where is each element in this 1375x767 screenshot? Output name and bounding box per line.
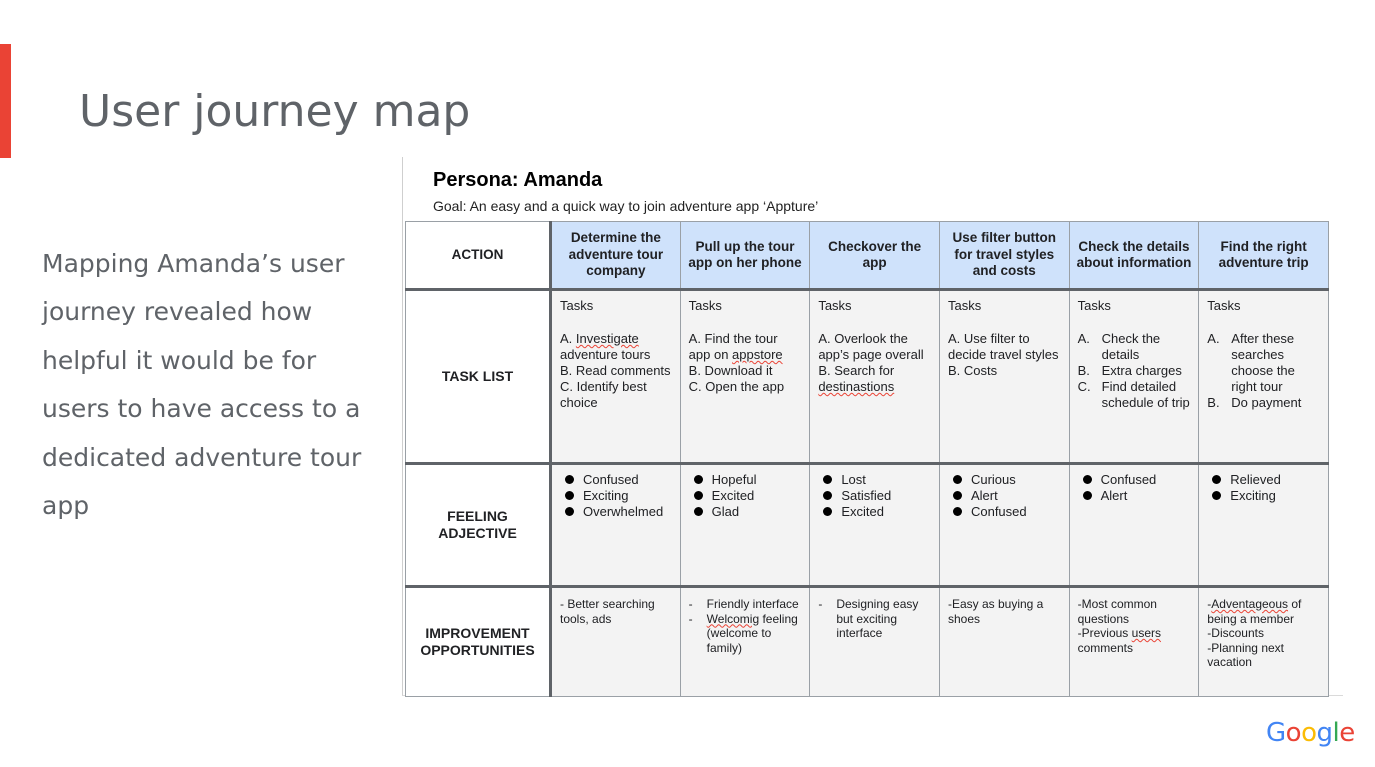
feeling-cell — [551, 464, 681, 587]
feeling-cell — [810, 464, 940, 587]
feeling-item: Curious — [948, 472, 1061, 488]
action-row — [406, 222, 1329, 290]
bullet-icon — [565, 507, 574, 516]
action-cell: Use filter button for travel styles and costs — [939, 222, 1069, 290]
bullet-icon — [953, 507, 962, 516]
bullet-icon — [953, 491, 962, 500]
journey-table — [405, 221, 1329, 697]
bullet-icon — [694, 507, 703, 516]
slide-title: User journey map — [79, 86, 471, 137]
accent-bar — [0, 44, 11, 158]
task-item: C. Open the app — [688, 379, 785, 394]
feeling-item: Overwhelmed — [560, 504, 672, 520]
feeling-cell — [1069, 464, 1199, 587]
task-item: C. Find detailed schedule of trip — [1077, 379, 1190, 410]
improvement-cell — [1069, 587, 1199, 697]
task-item: B. Download it — [688, 363, 773, 378]
feeling-cell — [680, 464, 810, 587]
task-item: A. Check the details — [1077, 331, 1161, 362]
bullet-icon — [953, 475, 962, 484]
feeling-item: Glad — [689, 504, 802, 520]
task-item: A. Investigate adventure tours — [560, 331, 651, 362]
task-item: B. Costs — [947, 363, 998, 378]
bullet-icon — [823, 475, 832, 484]
improvement-item: - Better searching tools, ads — [560, 597, 655, 626]
slide-body-text: Mapping Amanda’s user journey revealed how helpful it would be for users to have access to a dedicated adventure tour app — [42, 249, 362, 521]
task-cell — [551, 290, 681, 464]
action-cell: Find the right adventure trip — [1199, 222, 1329, 290]
task-item: B. Search for destinastions — [818, 363, 895, 394]
tasks-heading: Tasks — [1077, 298, 1111, 313]
feeling-item: Excited — [689, 488, 802, 504]
bullet-icon — [1212, 491, 1221, 500]
improvement-item: - Friendly interface — [688, 597, 799, 611]
task-cell — [680, 290, 810, 464]
improvement-item: -Easy as buying a shoes — [947, 597, 1044, 626]
feeling-item: Relieved — [1207, 472, 1320, 488]
task-item: A. Use filter to decide travel styles — [947, 331, 1059, 362]
row-label-action: ACTION — [406, 222, 551, 290]
feeling-item: Exciting — [1207, 488, 1320, 504]
improvement-cell — [680, 587, 810, 697]
bullet-icon — [565, 475, 574, 484]
action-cell: Checkover the app — [810, 222, 940, 290]
action-cell: Check the details about information — [1069, 222, 1199, 290]
bullet-icon — [565, 491, 574, 500]
improvement-cell — [551, 587, 681, 697]
feeling-row — [406, 464, 1329, 587]
task-cell — [939, 290, 1069, 464]
feeling-item: Confused — [1078, 472, 1191, 488]
task-cell — [1199, 290, 1329, 464]
improvement-item: - Designing easy but exciting interface — [818, 597, 919, 640]
improvement-item: - Welcomig feeling (welcome to family) — [688, 611, 798, 655]
feeling-item: Confused — [948, 504, 1061, 520]
feeling-item: Lost — [818, 472, 931, 488]
feeling-item: Excited — [818, 504, 931, 520]
improvement-cell — [939, 587, 1069, 697]
bullet-icon — [694, 475, 703, 484]
task-item: B. Read comments — [560, 363, 671, 378]
improvement-cell — [1199, 587, 1329, 697]
bullet-icon — [694, 491, 703, 500]
row-label-improvement: IMPROVEMENT OPPORTUNITIES — [406, 587, 551, 697]
bullet-icon — [1083, 475, 1092, 484]
action-cell: Pull up the tour app on her phone — [680, 222, 810, 290]
feeling-item: Satisfied — [818, 488, 931, 504]
task-item: B. Do payment — [1207, 395, 1302, 410]
feeling-item: Confused — [560, 472, 672, 488]
task-cell — [1069, 290, 1199, 464]
task-item: A. After these searches choose the right tour — [1207, 331, 1295, 394]
tasks-heading: Tasks — [818, 298, 852, 313]
google-logo: Google — [1266, 718, 1355, 748]
row-label-task-list: TASK LIST — [406, 290, 551, 464]
tasks-heading: Tasks — [560, 298, 594, 313]
feeling-item: Hopeful — [689, 472, 802, 488]
persona-goal: Goal: An easy and a quick way to join adventure app ‘Appture’ — [433, 198, 819, 214]
task-item: A. Overlook the app’s page overall — [818, 331, 924, 362]
feeling-cell — [939, 464, 1069, 587]
improvement-item: -Most common questions — [1077, 597, 1157, 626]
feeling-item: Exciting — [560, 488, 672, 504]
bullet-icon — [1083, 491, 1092, 500]
journey-map-figure — [402, 157, 1343, 696]
improvement-cell — [810, 587, 940, 697]
action-cell: Determine the adventure tour company — [551, 222, 681, 290]
improvement-item: -Planning next vacation — [1207, 640, 1284, 669]
tasks-heading: Tasks — [947, 298, 982, 313]
bullet-icon — [1212, 475, 1221, 484]
task-cell — [810, 290, 940, 464]
improvement-item: -Discounts — [1207, 626, 1264, 640]
task-list-row — [406, 290, 1329, 464]
persona-title: Persona: Amanda — [433, 169, 603, 191]
task-item: C. Identify best choice — [560, 379, 647, 410]
feeling-item: Alert — [948, 488, 1061, 504]
improvement-item: -Adventageous of being a member — [1207, 597, 1302, 626]
tasks-heading: Tasks — [688, 298, 722, 313]
task-item: B. Extra charges — [1077, 363, 1182, 378]
task-item: A. Find the tour app on appstore — [688, 331, 783, 362]
feeling-cell — [1199, 464, 1329, 587]
feeling-item: Alert — [1078, 488, 1191, 504]
bullet-icon — [823, 491, 832, 500]
tasks-heading: Tasks — [1207, 298, 1241, 313]
improvement-item: -Previous users comments — [1077, 626, 1161, 655]
bullet-icon — [823, 507, 832, 516]
row-label-feeling: FEELING ADJECTIVE — [406, 464, 551, 587]
improvement-row — [406, 587, 1329, 697]
